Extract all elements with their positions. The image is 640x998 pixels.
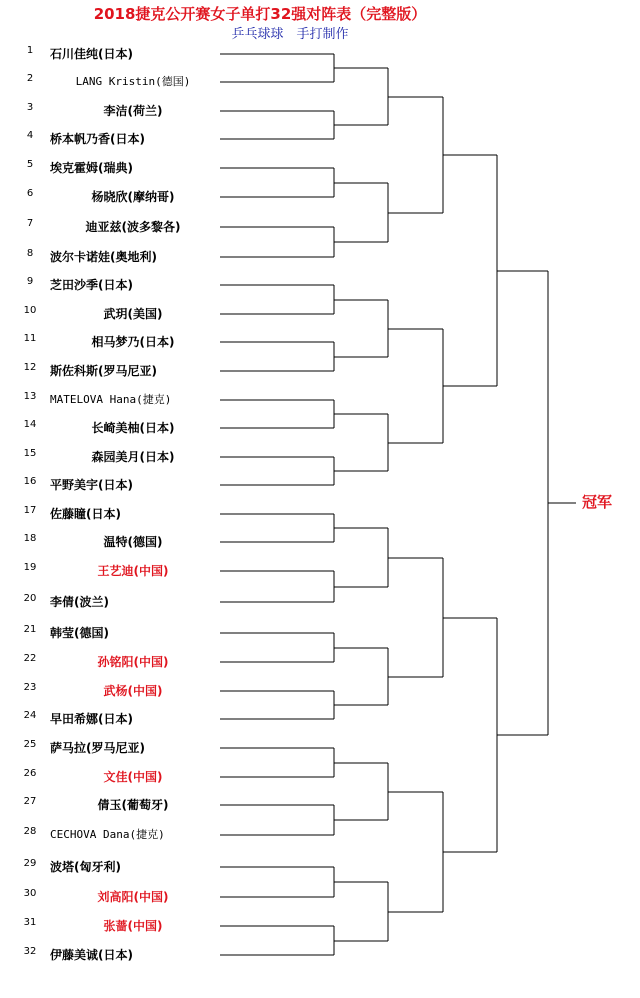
seed-number: 4	[26, 130, 34, 141]
player-name: LANG Kristin(德国)	[75, 75, 191, 88]
player-name: 武玥(美国)	[103, 307, 163, 321]
seed-number: 19	[23, 562, 37, 573]
seed-number: 31	[23, 917, 37, 928]
seed-number: 22	[23, 653, 37, 664]
player-name: 武杨(中国)	[103, 684, 163, 698]
seed-number: 14	[23, 419, 37, 430]
seed-number: 9	[26, 276, 34, 287]
seed-number: 30	[23, 888, 37, 899]
player-name: 王艺迪(中国)	[97, 564, 169, 578]
seed-number: 11	[23, 333, 37, 344]
seed-number: 8	[26, 248, 34, 259]
player-name: 石川佳纯(日本)	[50, 47, 133, 61]
seed-number: 5	[26, 159, 34, 170]
seed-number: 32	[23, 946, 37, 957]
seed-number: 12	[23, 362, 37, 373]
seed-number: 24	[23, 710, 37, 721]
player-name: 迪亚兹(波多黎各)	[85, 220, 181, 234]
player-name: 刘高阳(中国)	[97, 890, 169, 904]
player-name: 森园美月(日本)	[91, 450, 175, 464]
champion-label: 冠军	[582, 493, 613, 511]
seed-number: 23	[23, 682, 37, 693]
seed-number: 13	[23, 391, 37, 402]
player-name: 伊藤美诚(日本)	[50, 948, 133, 962]
seed-number: 3	[26, 102, 34, 113]
player-name: 韩莹(德国)	[50, 626, 109, 640]
player-name: 埃克霍姆(瑞典)	[50, 161, 133, 175]
player-name: 波塔(匈牙利)	[50, 860, 121, 874]
player-name: 芝田沙季(日本)	[50, 278, 133, 292]
bracket-subtitle: 乒乓球球 手打制作	[231, 27, 349, 42]
player-name: 杨晓欣(摩纳哥)	[91, 190, 175, 204]
player-name: 相马梦乃(日本)	[91, 335, 175, 349]
player-name: 斯佐科斯(罗马尼亚)	[50, 364, 157, 378]
player-name: 长崎美柚(日本)	[91, 421, 175, 435]
player-name: 李倩(波兰)	[50, 595, 109, 609]
player-name: CECHOVA Dana(捷克)	[50, 828, 165, 841]
seed-number: 16	[23, 476, 37, 487]
seed-number: 10	[23, 305, 37, 316]
seed-number: 18	[23, 533, 37, 544]
seed-number: 2	[26, 73, 34, 84]
player-name: 桥本帆乃香(日本)	[50, 132, 145, 146]
seed-number: 7	[26, 218, 34, 229]
player-name: 平野美宇(日本)	[50, 478, 133, 492]
seed-number: 26	[23, 768, 37, 779]
seed-number: 27	[23, 796, 37, 807]
seed-number: 25	[23, 739, 37, 750]
seed-number: 29	[23, 858, 37, 869]
seed-number: 17	[23, 505, 37, 516]
player-name: 萨马拉(罗马尼亚)	[50, 741, 145, 755]
player-name: 早田希娜(日本)	[50, 712, 133, 726]
player-name: 孙铭阳(中国)	[97, 655, 169, 669]
player-name: 佐藤瞳(日本)	[50, 507, 121, 521]
seed-number: 1	[26, 45, 34, 56]
player-name: 文佳(中国)	[103, 770, 163, 784]
bracket-title: 2018捷克公开赛女子单打32强对阵表（完整版）	[93, 5, 427, 23]
seed-number: 28	[23, 826, 37, 837]
player-name: MATELOVA Hana(捷克)	[50, 393, 172, 406]
player-name: 倩玉(葡萄牙)	[97, 798, 169, 812]
player-name: 李洁(荷兰)	[103, 104, 163, 118]
player-name: 温特(德国)	[103, 535, 163, 549]
seed-number: 21	[23, 624, 37, 635]
seed-number: 15	[23, 448, 37, 459]
seed-number: 6	[26, 188, 34, 199]
seed-number: 20	[23, 593, 37, 604]
player-name: 波尔卡诺娃(奥地利)	[50, 250, 157, 264]
player-name: 张蔷(中国)	[103, 919, 163, 933]
